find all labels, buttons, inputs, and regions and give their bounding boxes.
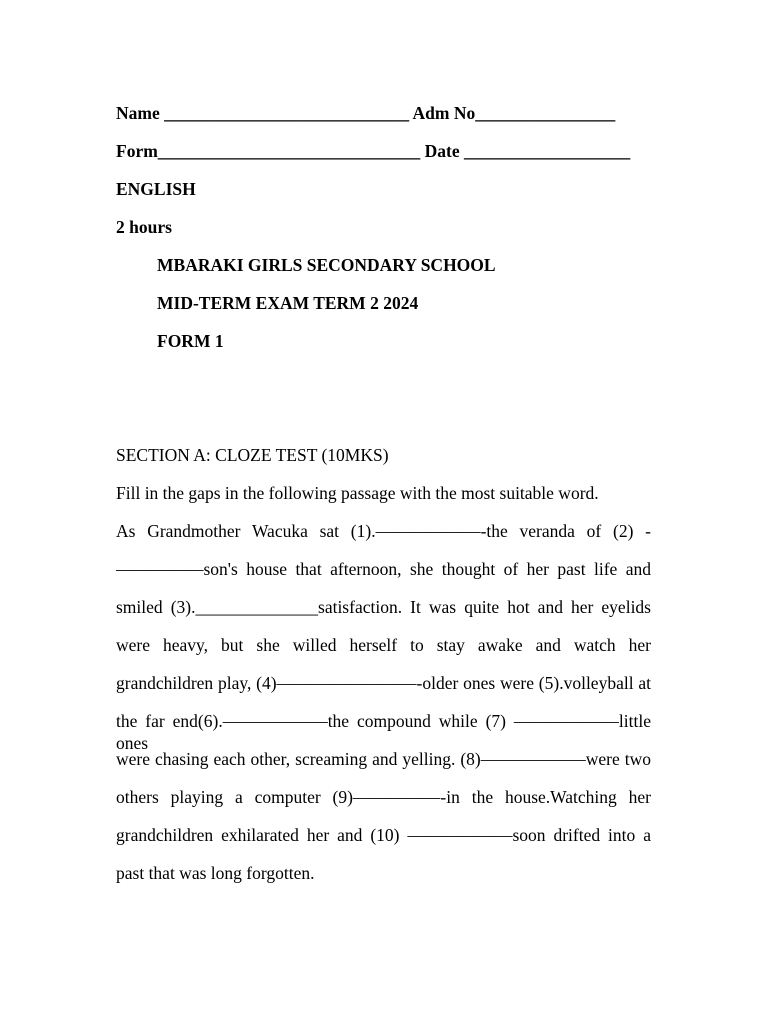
passage-line: —————son's house that afternoon, she thought of her past life and — [116, 559, 651, 579]
form-date-line: Form______________________________ Date ___________________ — [116, 141, 631, 161]
section-title: SECTION A: CLOZE TEST (10MKS) — [116, 445, 389, 465]
passage-line: were heavy, but she willed herself to stay awake and watch her — [116, 635, 651, 655]
section-instruction: Fill in the gaps in the following passage with the most suitable word. — [116, 483, 599, 503]
passage-line: the far end(6).——————the compound while (7) ——————little ones — [116, 711, 651, 753]
name-adm-line: Name ____________________________ Adm No________________ — [116, 103, 616, 123]
form-level: FORM 1 — [157, 331, 224, 351]
school-name: MBARAKI GIRLS SECONDARY SCHOOL — [157, 255, 496, 275]
subject-label: ENGLISH — [116, 179, 196, 199]
passage-line: grandchildren exhilarated her and (10) ——————soon drifted into a — [116, 825, 651, 845]
exam-title: MID-TERM EXAM TERM 2 2024 — [157, 293, 419, 313]
passage-line: smiled (3).______________satisfaction. It was quite hot and her eyelids — [116, 597, 651, 617]
passage-line: past that was long forgotten. — [116, 863, 315, 883]
passage-line: others playing a computer (9)—————-in the house.Watching her — [116, 787, 651, 807]
passage-line: As Grandmother Wacuka sat (1).——————-the veranda of (2) - — [116, 521, 651, 541]
duration-label: 2 hours — [116, 217, 172, 237]
passage-line: grandchildren play, (4)————————-older ones were (5).volleyball at — [116, 673, 651, 693]
passage-line: were chasing each other, screaming and yelling. (8)——————were two — [116, 749, 651, 769]
